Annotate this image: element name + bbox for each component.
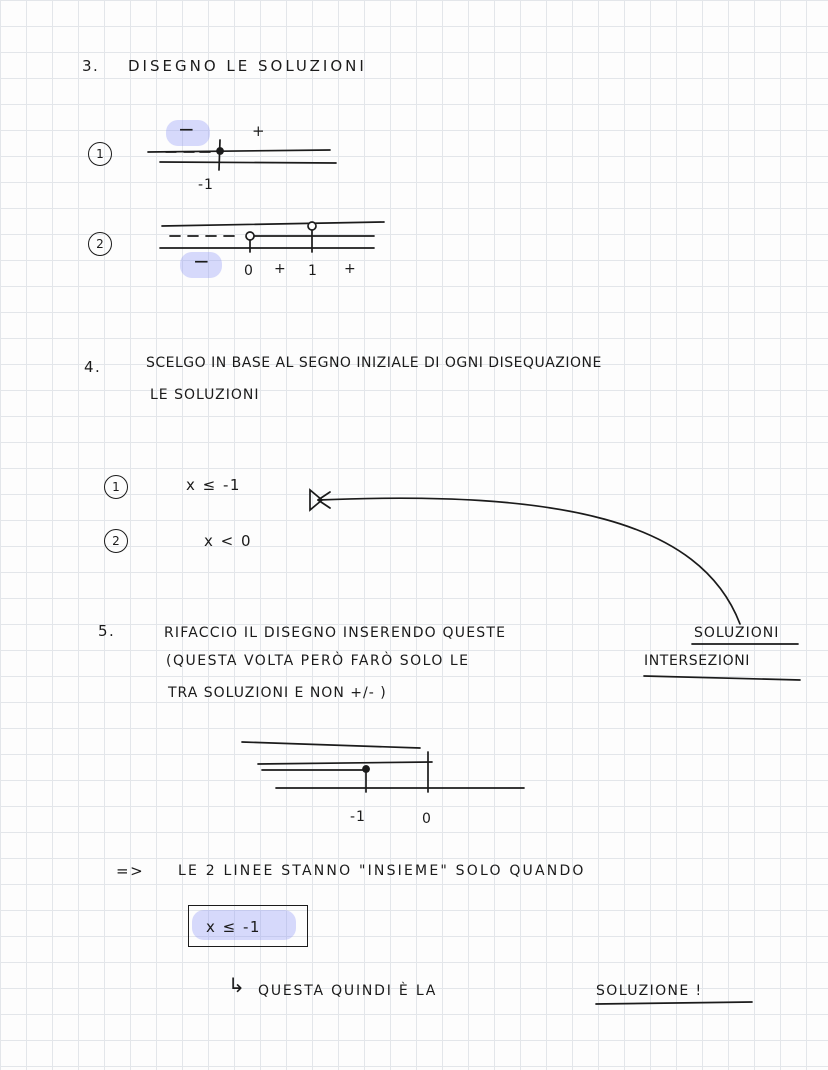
- curved-arrow-head: [310, 490, 330, 510]
- solution2-index-circle: 2: [104, 529, 128, 553]
- step4-number: 4.: [84, 358, 102, 376]
- ineq2-open-point-0: [246, 232, 254, 240]
- step5-line2-b: INTERSEZIONI: [644, 653, 750, 669]
- conclusion-text: LE 2 LINEE STANNO "INSIEME" SOLO QUANDO: [178, 863, 586, 879]
- underline-soluzione: [596, 1002, 752, 1004]
- step4-line1: SCELGO IN BASE AL SEGNO INIZIALE DI OGNI DISEQUAZIONE: [146, 355, 602, 371]
- step5-point-b-label: 0: [422, 811, 432, 827]
- ineq2-index-circle: 2: [88, 232, 112, 256]
- conclusion-arrow: =>: [116, 862, 145, 880]
- step5-line1-a: RIFACCIO IL DISEGNO INSERENDO QUESTE: [164, 625, 507, 641]
- ineq2-right-sign: +: [344, 261, 357, 277]
- ineq1-lower-line: [160, 162, 336, 163]
- ineq1-index-circle: 1: [88, 142, 112, 166]
- ineq1-left-sign: −: [178, 117, 197, 141]
- step3-title: DISEGNO LE SOLUZIONI: [128, 57, 367, 75]
- ineq2-open-point-1: [308, 222, 316, 230]
- underline-intersezioni: [644, 676, 800, 680]
- ineq1-tick: [219, 140, 220, 170]
- ineq2-top-line: [162, 222, 384, 226]
- ineq2-point-a-label: 0: [244, 263, 254, 279]
- step3-number: 3.: [82, 57, 100, 75]
- final-solution: SOLUZIONE !: [596, 983, 703, 999]
- step5-line2-a: (QUESTA VOLTA PERÒ FARÒ SOLO LE: [166, 653, 470, 669]
- final-arrow: ↳: [228, 973, 247, 997]
- final-text: QUESTA QUINDI È LA: [258, 983, 438, 999]
- step5-line1-b: SOLUZIONI: [694, 625, 780, 641]
- solution1-index-circle: 1: [104, 475, 128, 499]
- step5-number: 5.: [98, 622, 116, 640]
- ineq2-mid-sign: +: [274, 261, 287, 277]
- ineq1-point: [217, 148, 223, 154]
- step5-point: [363, 766, 369, 772]
- step5-top-line: [242, 742, 420, 748]
- ineq1-right-sign: +: [252, 122, 267, 140]
- solution2-text: x < 0: [204, 532, 253, 550]
- answer-text: x ≤ -1: [206, 918, 261, 936]
- curved-arrow: [318, 498, 740, 624]
- ineq2-left-sign: −: [193, 249, 212, 273]
- ineq2-point-b-label: 1: [308, 263, 318, 279]
- step4-line2: LE SOLUZIONI: [150, 387, 260, 403]
- step5-mid-line: [258, 762, 432, 764]
- ineq1-number-line: [148, 150, 330, 152]
- step5-point-a-label: -1: [350, 809, 366, 825]
- solution1-text: x ≤ -1: [186, 476, 241, 494]
- step5-line3: TRA SOLUZIONI E NON +/- ): [168, 685, 387, 701]
- ineq1-point-label: -1: [198, 177, 214, 193]
